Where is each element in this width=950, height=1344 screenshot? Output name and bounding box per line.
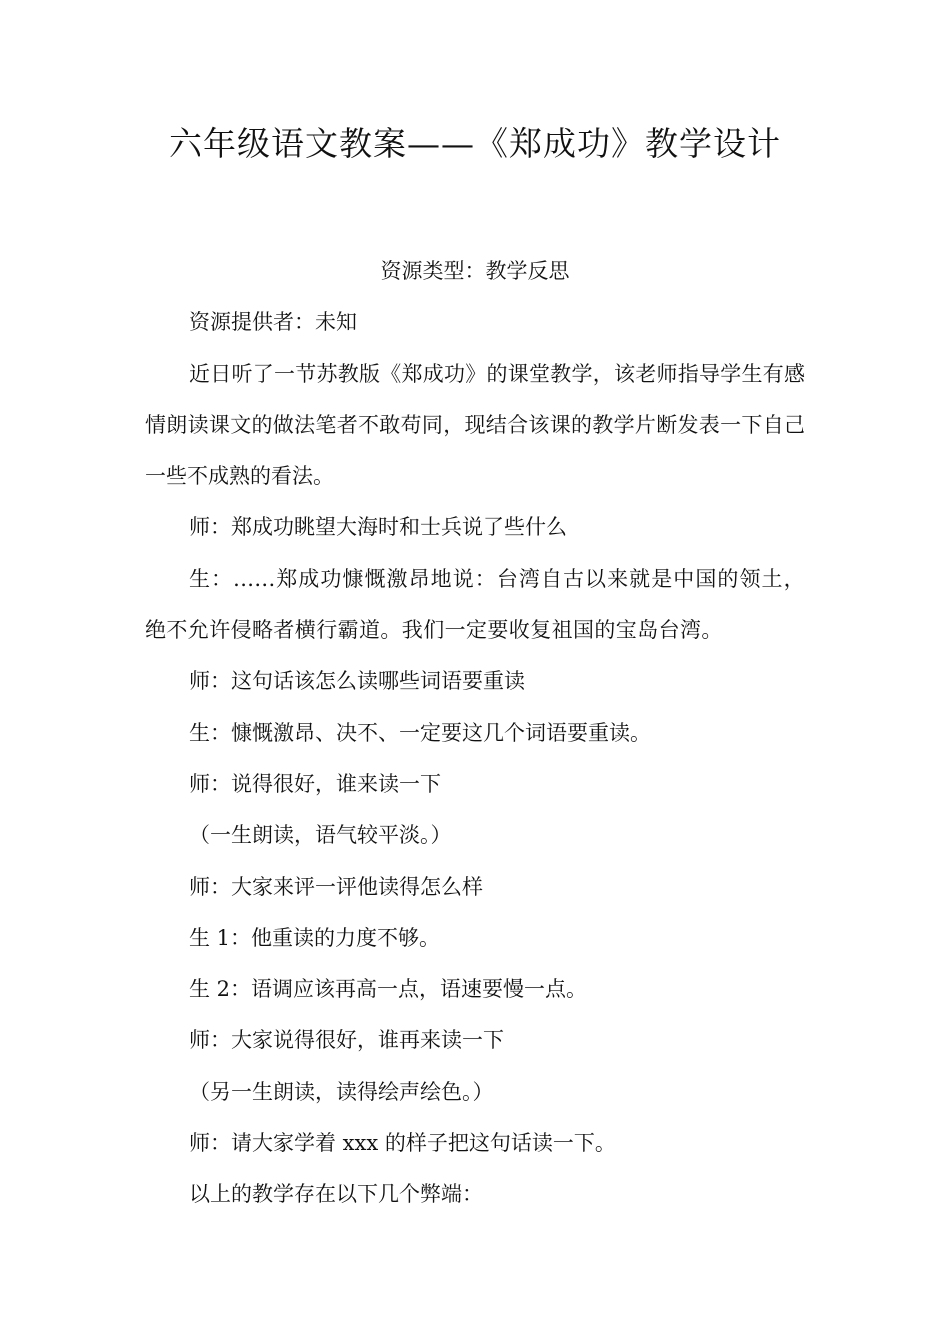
document-title: 六年级语文教案——《郑成功》教学设计 bbox=[169, 124, 781, 163]
dialogue-line: 师：这句话该怎么读哪些词语要重读 bbox=[189, 669, 525, 694]
document-body bbox=[145, 246, 805, 1221]
dialogue-line: 生：......郑成功慷慨激昂地说：台湾自古以来就是中国的领土，绝不允许侵略者横行霸道。我们一定要收复祖国的宝岛台湾。 bbox=[145, 566, 805, 643]
dialogue-line: 生 2：语调应该再高一点，语速要慢一点。 bbox=[189, 977, 588, 1002]
dialogue-line: 生 1：他重读的力度不够。 bbox=[189, 925, 441, 950]
paragraph-conclusion-lead: 以上的教学存在以下几个弊端： bbox=[189, 1182, 483, 1207]
resource-provider: 资源提供者：未知 bbox=[189, 310, 357, 335]
dialogue-line: 师：郑成功眺望大海时和士兵说了些什么 bbox=[189, 515, 567, 540]
dialogue-line: 师：说得很好，谁来读一下 bbox=[189, 771, 441, 796]
dialogue-line: 生：慷慨激昂、决不、一定要这几个词语要重读。 bbox=[189, 720, 651, 745]
dialogue-line: 师：请大家学着 xxx 的样子把这句话读一下。 bbox=[189, 1131, 616, 1156]
stage-direction: （另一生朗读，读得绘声绘色。） bbox=[189, 1079, 494, 1104]
dialogue-line: 师：大家来评一评他读得怎么样 bbox=[189, 874, 483, 899]
dialogue-line: 师：大家说得很好，谁再来读一下 bbox=[189, 1028, 504, 1053]
paragraph-intro: 近日听了一节苏教版《郑成功》的课堂教学，该老师指导学生有感情朗读课文的做法笔者不敢苟同，现结合该课的教学片断发表一下自己一些不成熟的看法。 bbox=[145, 361, 805, 489]
resource-type: 资源类型：教学反思 bbox=[380, 259, 570, 283]
stage-direction: （一生朗读，语气较平淡。） bbox=[189, 823, 452, 848]
